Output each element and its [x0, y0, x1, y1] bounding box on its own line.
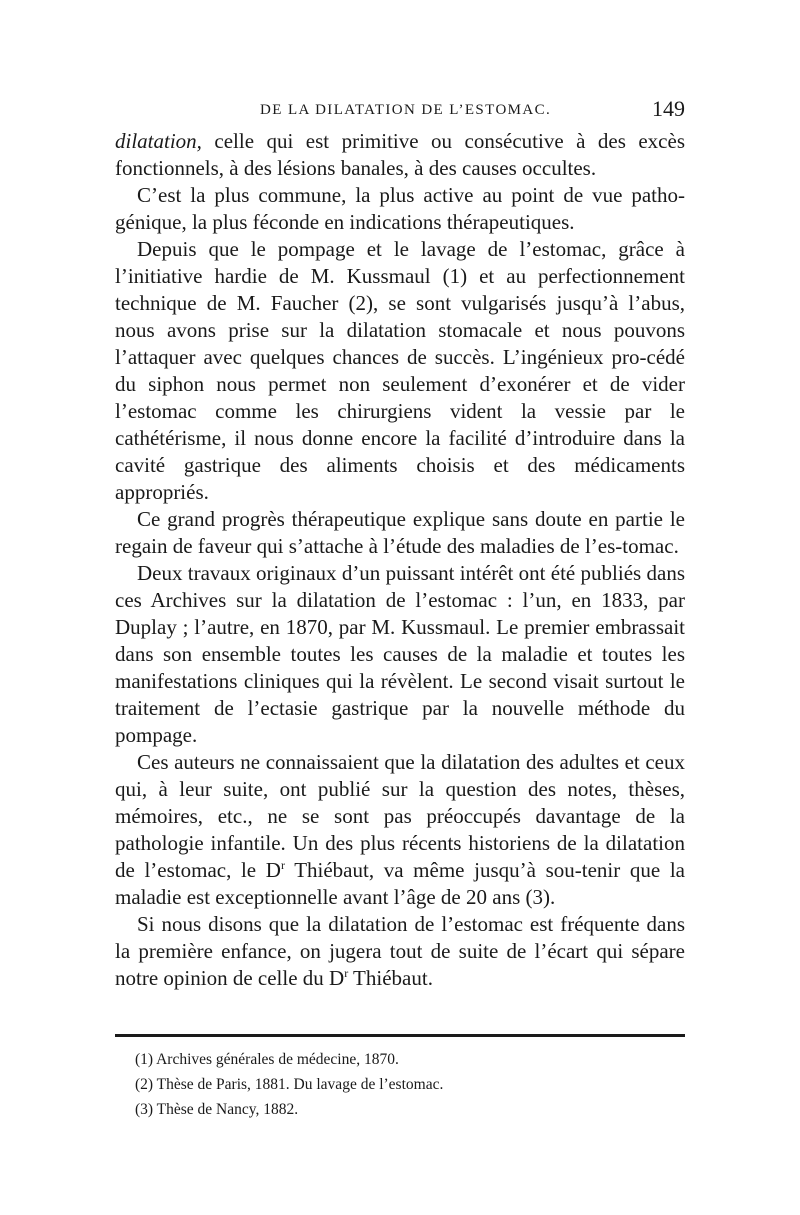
- paragraph-1-text: celle qui est primitive ou consécutive à des excès fonctionnels, à des lésions banales, à des causes occultes.: [115, 129, 685, 180]
- footnotes: [135, 1047, 675, 1122]
- body-text: [115, 128, 685, 992]
- paragraph-7-text-b: Thiébaut.: [348, 966, 433, 990]
- footnote-2: (2) Thèse de Paris, 1881. Du lavage de l’estomac.: [135, 1076, 444, 1093]
- superscript: r: [280, 858, 285, 872]
- footnote-1: (1) Archives générales de médecine, 1870.: [135, 1051, 399, 1068]
- paragraph-6: [115, 749, 685, 911]
- paragraph-6-text-b: Thiébaut, va même jusqu’à sou-tenir que la maladie est exceptionnelle avant l’âge de 20 ans (3).: [115, 858, 685, 909]
- paragraph-7: [115, 911, 685, 992]
- page-number: 149: [652, 96, 685, 121]
- paragraph-7-text-a: Si nous disons que la dilatation de l’estomac est fréquente dans la première enfance, on jugera tout de suite de l’écart qui sépare notre opinion de celle du D: [115, 912, 685, 990]
- paragraph-6-text-a: Ces auteurs ne connaissaient que la dilatation des adultes et ceux qui, à leur suite, ont publié sur la question des notes, thèses, mémoires, etc., ne se sont pas préoccupés davantage de la pathologie infantile. Un des plus récents historiens de la dilatation de l’estomac, le D: [115, 750, 685, 882]
- italic-word: dilatation,: [115, 129, 202, 153]
- paragraph-3: Depuis que le pompage et le lavage de l’estomac, grâce à l’initiative hardie de M. Kussmaul (1) et au perfectionnement technique de M. Faucher (2), se sont vulgarisés jusqu’à l’abus, nous avons prise sur la dilatation stomacale et nous pouvons l’attaquer avec quelques chances de succès. L’ingénieux pro-cédé du siphon nous permet non seulement d’exonérer et de vider l’estomac comme les chirurgiens vident la vessie par le cathétérisme, il nous donne encore la facilité d’introduire dans la cavité gastrique des aliments choisis et des médicaments appropriés.: [115, 237, 685, 504]
- superscript: r: [344, 966, 349, 980]
- running-title: DE LA DILATATION DE L’ESTOMAC.: [260, 102, 552, 118]
- running-header: [115, 96, 685, 124]
- paragraph-1: [115, 128, 685, 182]
- footnote-rule: [115, 1034, 685, 1037]
- paragraph-4: Ce grand progrès thérapeutique explique sans doute en partie le regain de faveur qui s’attache à l’étude des maladies de l’es-tomac.: [115, 507, 685, 558]
- paragraph-5: Deux travaux originaux d’un puissant intérêt ont été publiés dans ces Archives sur la dilatation de l’estomac : l’un, en 1833, par Duplay ; l’autre, en 1870, par M. Kussmaul. Le premier embrassait dans son ensemble toutes les causes de la maladie et toutes les manifestations cliniques qui la révèlent. Le second visait surtout le traitement de l’ectasie gastrique par la nouvelle méthode du pompage.: [115, 561, 685, 747]
- footnote-3: (3) Thèse de Nancy, 1882.: [135, 1101, 299, 1118]
- paragraph-2: C’est la plus commune, la plus active au point de vue patho-génique, la plus féconde en indications thérapeutiques.: [115, 183, 685, 234]
